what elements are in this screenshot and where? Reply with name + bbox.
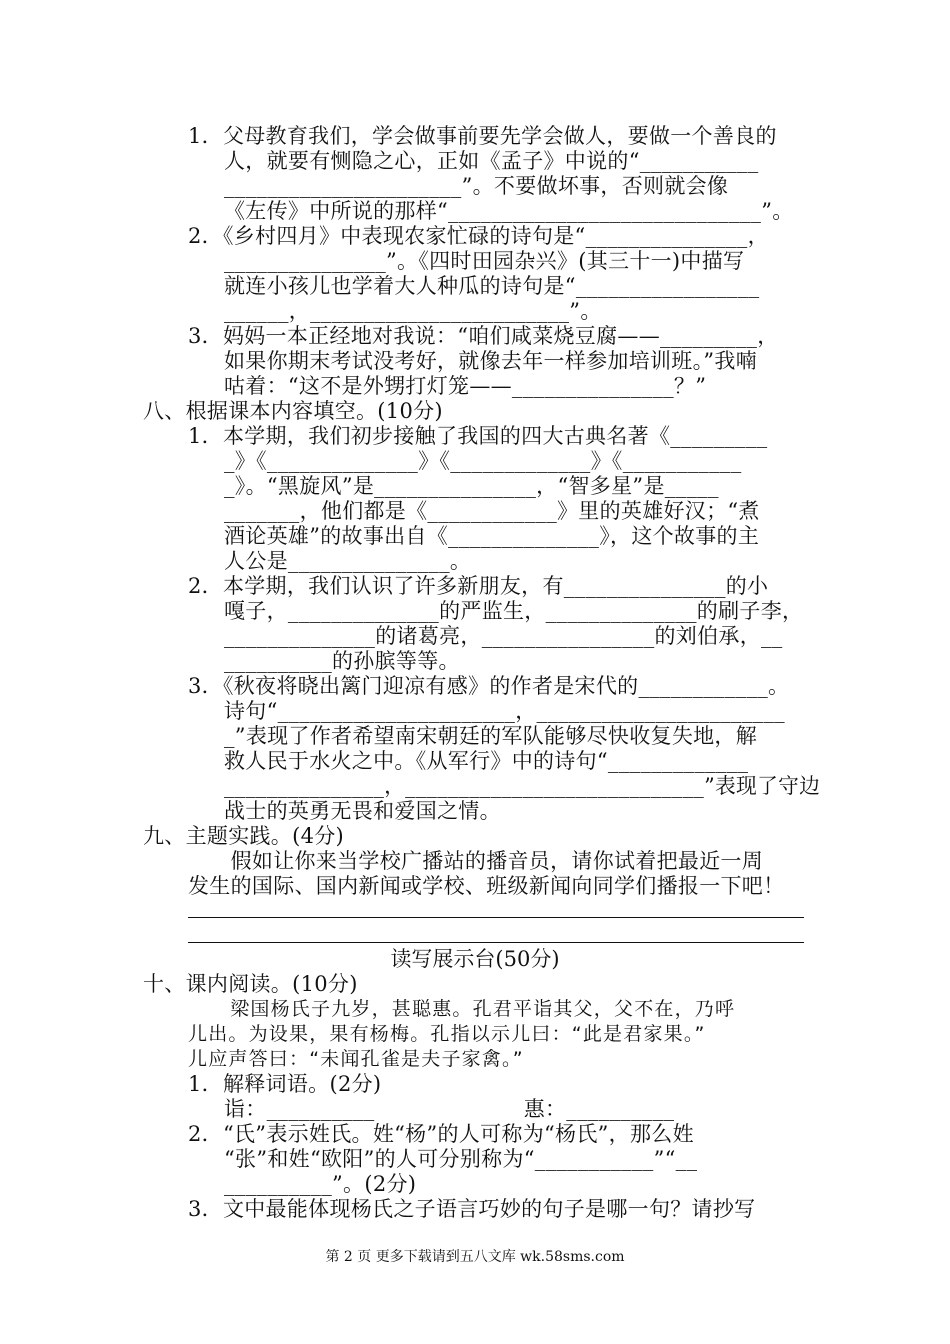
text-line: _______________”。《四时田园杂兴》(其三十一)中描写 (224, 249, 745, 273)
text-line: ______，________________________”。 (224, 299, 602, 323)
text-line: __________的孙膑等等。 (224, 649, 460, 673)
text-line: 酒论英雄”的故事出自《______________》，这个故事的主 (224, 524, 760, 548)
text-line: 2．“氏”表示姓氏。姓“杨”的人可称为“杨氏”，那么姓 (188, 1122, 694, 1146)
text-line: “张”和姓“欧阳”的人可分别称为“___________”“__ (224, 1147, 698, 1171)
text-line: 就连小孩儿也学着大人种瓜的诗句是“_________________ (224, 274, 760, 298)
text-line: _》《______________》《_____________》《___________ (224, 449, 742, 473)
text-line: 发生的国际、国内新闻或学校、班级新闻向同学们播报一下吧！ (188, 874, 785, 898)
text-line: _______________，____________________________”表现了守边 (224, 774, 821, 798)
text-line: 3．《秋夜将晓出篱门迎凉有感》的作者是宋代的____________。 (188, 674, 790, 698)
text-line: 1．本学期，我们初步接触了我国的四大古典名著《_________ (188, 424, 768, 448)
passage-line: 儿应声答曰：“未闻孔雀是夫子家禽。” (188, 1048, 524, 1070)
text-line: 嘎子，______________的严监生，______________的刷子李， (224, 599, 804, 623)
text-line: 人公是_______________。 (224, 549, 472, 573)
text-line: __________”。(2分) (224, 1172, 417, 1196)
answer-line (188, 942, 804, 943)
part-title: 读写展示台(50分) (390, 947, 560, 971)
text-line: 1．父母教育我们，学会做事前要先学会做人，要做一个善良的 (188, 124, 777, 148)
passage-line: 儿出。为设果，果有杨梅。孔指以示儿曰：“此是君家果。” (188, 1023, 706, 1045)
passage-line: 梁国杨氏子九岁，甚聪惠。孔君平诣其父，父不在，乃呼 (210, 998, 736, 1020)
text-line: _》。“黑旋风”是_______________，“智多星”是_____ (224, 474, 719, 498)
text-line: 咕着：“这不是外甥打灯笼——_______________？” (224, 374, 707, 398)
text-line: _______，他们都是《____________》里的英雄好汉；“煮 (224, 499, 760, 523)
section-heading: 九、主题实践。(4分) (143, 824, 345, 848)
section-heading: 八、根据课本内容填空。(10分) (143, 399, 443, 423)
text-line: 战士的英勇无畏和爱国之情。 (224, 799, 501, 823)
text-line: ______________的诸葛亮，________________的刘伯承，__ (224, 624, 783, 648)
text-line: 如果你期末考试没考好，就像去年一样参加培训班。”我喃 (224, 349, 758, 373)
section-heading: 十、课内阅读。(10分) (143, 972, 358, 996)
text-line: 2．《乡村四月》中表现农家忙碌的诗句是“_______________， (188, 224, 769, 248)
text-line: 诣：__________ 惠：__________ (224, 1097, 675, 1121)
text-line: ______________________”。不要做坏事，否则就会像 (224, 174, 729, 198)
text-line: 《左传》中所说的那样“_____________________________”。 (224, 199, 794, 223)
text-line: 救人民于水火之中。《从军行》中的诗句“_____________ (224, 749, 749, 773)
page-footer: 第 2 页 更多下载请到五八文库 wk.58sms.com (325, 1249, 625, 1265)
text-line: 3．文中最能体现杨氏之子语言巧妙的句子是哪一句？请抄写 (188, 1197, 756, 1221)
text-line: 假如让你来当学校广播站的播音员，请你试着把最近一周 (188, 849, 764, 873)
text-line: 3．妈妈一本正经地对我说：“咱们咸菜烧豆腐——_________， (188, 324, 779, 348)
text-line: 2．本学期，我们认识了许多新朋友，有_______________的小 (188, 574, 769, 598)
text-line: _”表现了作者希望南宋朝廷的军队能够尽快收复失地，解 (224, 724, 758, 748)
text-line: 1．解释词语。(2分) (188, 1072, 382, 1096)
answer-line (188, 917, 804, 918)
text-line: 诗句“______________________，_______________________ (224, 699, 785, 723)
text-line: 人，就要有恻隐之心，正如《孟子》中说的“___________ (224, 149, 759, 173)
